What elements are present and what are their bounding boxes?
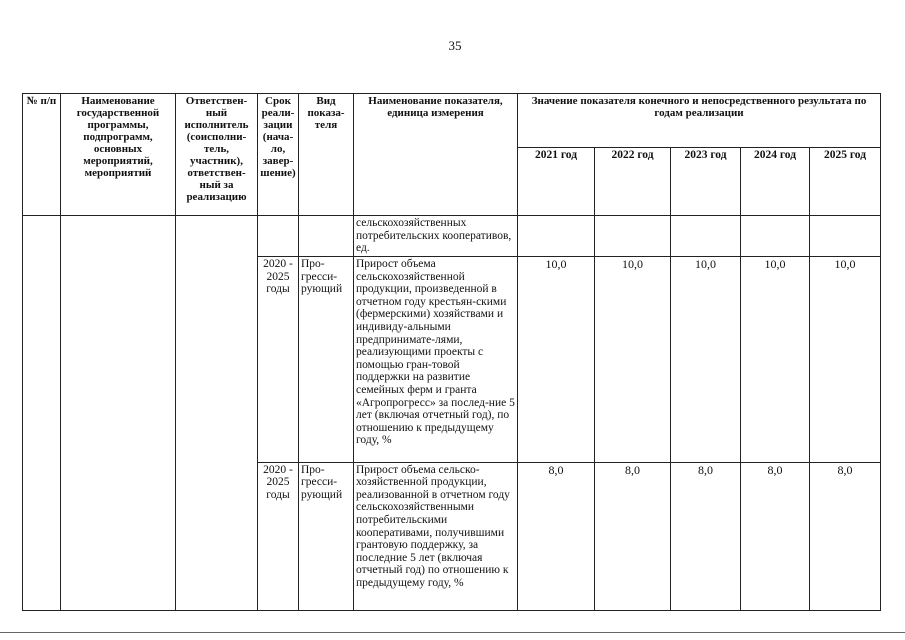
value-2025: 8,0 (810, 462, 881, 610)
value-2023: 10,0 (671, 257, 741, 463)
page-number: 35 (448, 38, 462, 53)
value-2024: 8,0 (741, 462, 810, 610)
executor-cell (176, 216, 258, 611)
value-2022 (595, 216, 671, 257)
indicator-cell: сельскохозяйственных потребительских кооперативов, ед. (354, 216, 518, 257)
term-cell: 2020 - 2025 годы (258, 257, 299, 463)
header-program: Наименование государственной программы, подпрограмм, основных мероприятий, мероприятий (61, 94, 176, 216)
value-2023: 8,0 (671, 462, 741, 610)
scan-bottom-edge (0, 632, 905, 636)
value-2022: 10,0 (595, 257, 671, 463)
term-cell: 2020 - 2025 годы (258, 462, 299, 610)
indicator-table (22, 93, 881, 611)
header-year-2022: 2022 год (595, 148, 671, 216)
num-cell (23, 216, 61, 611)
value-2025: 10,0 (810, 257, 881, 463)
header-year-2021: 2021 год (518, 148, 595, 216)
value-2022: 8,0 (595, 462, 671, 610)
value-2024 (741, 216, 810, 257)
header-term: Срок реали-зации (нача-ло, завер-шение) (258, 94, 299, 216)
header-year-2023: 2023 год (671, 148, 741, 216)
kind-cell (299, 216, 354, 257)
value-2021 (518, 216, 595, 257)
header-num: № п/п (23, 94, 61, 216)
value-2021: 8,0 (518, 462, 595, 610)
header-year-2024: 2024 год (741, 148, 810, 216)
kind-cell: Про-гресси-рующий (299, 462, 354, 610)
value-2024: 10,0 (741, 257, 810, 463)
indicator-cell: Прирост объема сельскохозяйственной продукции, произведенной в отчетном году крестьян-скими (фермерскими) хозяйствами и индивиду-альными предпринимате-лями, реализующими проекты с помощью гран-товой поддержки на развитие семейных ферм и гранта «Агропрогресс» за послед-ние 5 лет (включая отчетный год), по отношению к предыдущему году, % (354, 257, 518, 463)
program-cell (61, 216, 176, 611)
value-2025 (810, 216, 881, 257)
value-2021: 10,0 (518, 257, 595, 463)
table-row (23, 216, 881, 257)
header-indicator: Наименование показателя, единица измерения (354, 94, 518, 216)
header-year-2025: 2025 год (810, 148, 881, 216)
value-2023 (671, 216, 741, 257)
header-values-group: Значение показателя конечного и непосредственного результата по годам реализации (518, 94, 881, 148)
header-kind: Вид показа-теля (299, 94, 354, 216)
term-cell (258, 216, 299, 257)
kind-cell: Про-гресси-рующий (299, 257, 354, 463)
indicator-cell: Прирост объема сельско-хозяйственной продукции, реализованной в отчетном году сельскохозяйственными потребительскими кооперативами, получившими грантовую поддержку, за последние 5 лет (включая отчетный год) по отношению к предыдущему году, % (354, 462, 518, 610)
header-executor: Ответствен-ный исполнитель (соисполни-тель, участник), ответствен-ный за реализацию (176, 94, 258, 216)
